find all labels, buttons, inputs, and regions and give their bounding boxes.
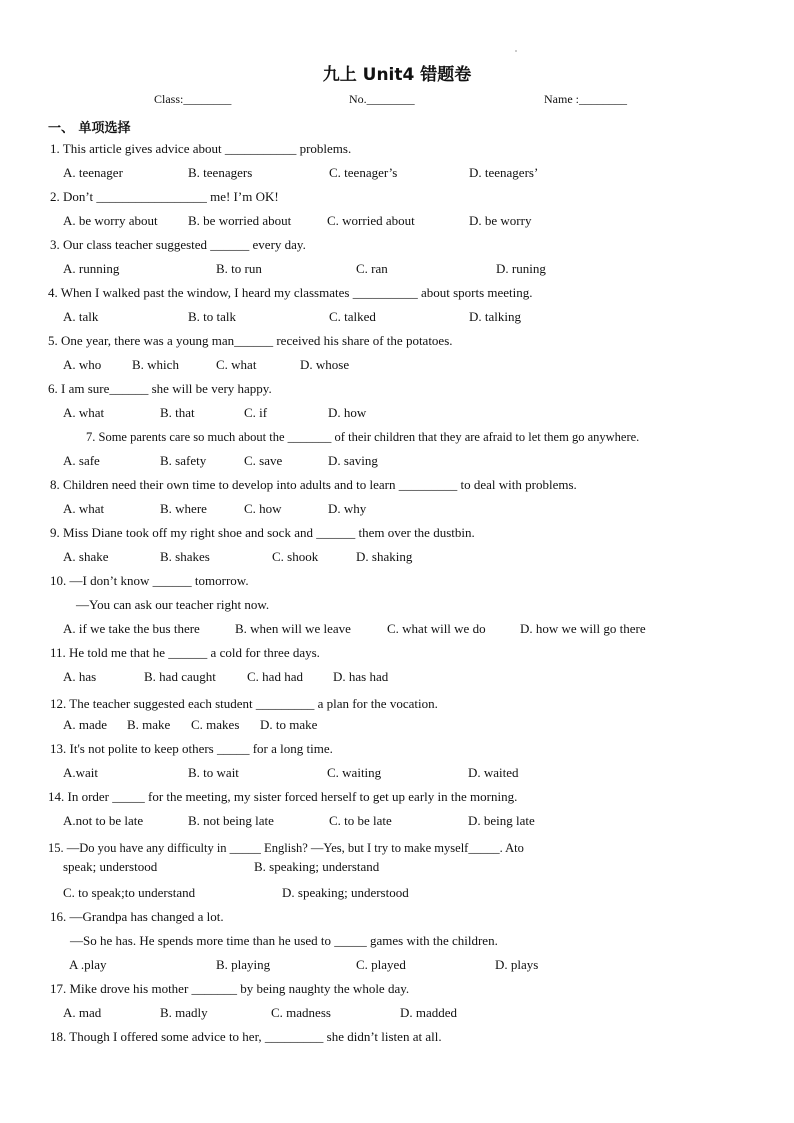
option-6a: A. what <box>63 405 105 420</box>
option-2c: C. worried about <box>327 213 415 228</box>
question-stem-4: 4. When I walked past the window, I heard my classmates __________ about sports meeting. <box>48 285 533 300</box>
option-6c: C. if <box>244 405 268 420</box>
option-12c: C. makes <box>191 717 240 732</box>
option-11d: D. has had <box>333 669 389 684</box>
question-stem-17: 17. Mike drove his mother _______ by being naughty the whole day. <box>50 981 410 996</box>
option-10c: C. what will we do <box>387 621 486 636</box>
option-13b: B. to wait <box>188 765 239 780</box>
option-11c: C. had had <box>247 669 303 684</box>
option-8c: C. how <box>244 501 282 516</box>
option-12a: A. made <box>63 717 108 732</box>
question-stem-12: 12. The teacher suggested each student _________ a plan for the vocation. <box>50 696 438 711</box>
option-12b: B. make <box>127 717 171 732</box>
option-14b: B. not being late <box>188 813 274 828</box>
option-1c: C. teenager’s <box>329 165 398 180</box>
option-5c: C. what <box>216 357 257 372</box>
option-6d: D. how <box>328 405 367 420</box>
option-5d: D. whose <box>300 357 350 372</box>
option-14c: C. to be late <box>329 813 392 828</box>
option-12d: D. to make <box>260 717 318 732</box>
option-9b: B. shakes <box>160 549 210 564</box>
option-15d: D. speaking; understood <box>282 885 409 900</box>
option-8d: D. why <box>328 501 367 516</box>
question-stem-6: 6. I am sure______ she will be very happy. <box>48 381 272 396</box>
question-stem-7: 7. Some parents care so much about the _______ of their children that they are afraid to let them go anywhere. <box>86 430 640 444</box>
option-8a: A. what <box>63 501 105 516</box>
question-15-option-a-text: speak; understood <box>63 859 158 874</box>
option-10d: D. how we will go there <box>520 621 646 636</box>
option-9a: A. shake <box>63 549 109 564</box>
option-3c: C. ran <box>356 261 388 276</box>
option-17c: C. madness <box>271 1005 331 1020</box>
option-5b: B. which <box>132 357 179 372</box>
option-7d: D. saving <box>328 453 378 468</box>
option-2a: A. be worry about <box>63 213 158 228</box>
question-stem-15: 15. —Do you have any difficulty in _____ English? —Yes, but I try to make myself_____. Ato <box>48 841 524 855</box>
question-stem-13: 13. It's not polite to keep others _____ for a long time. <box>50 741 333 756</box>
option-3b: B. to run <box>216 261 262 276</box>
option-7b: B. safety <box>160 453 207 468</box>
option-17a: A. mad <box>63 1005 102 1020</box>
question-stem-2: 2. Don’t _________________ me! I’m OK! <box>50 189 279 204</box>
question-stem-5: 5. One year, there was a young man______ received his share of the potatoes. <box>48 333 453 348</box>
option-17b: B. madly <box>160 1005 208 1020</box>
option-13c: C. waiting <box>327 765 382 780</box>
question-stem-16-reply: —So he has. He spends more time than he used to _____ games with the children. <box>70 933 498 948</box>
question-stem-14: 14. In order _____ for the meeting, my sister forced herself to get up early in the morning. <box>48 789 518 804</box>
question-stem-18: 18. Though I offered some advice to her, _________ she didn’t listen at all. <box>50 1029 442 1044</box>
question-stem-10-reply: —You can ask our teacher right now. <box>76 597 270 612</box>
option-16c: C. played <box>356 957 406 972</box>
option-1d: D. teenagers’ <box>469 165 539 180</box>
option-10a: A. if we take the bus there <box>63 621 200 636</box>
option-2b: B. be worried about <box>188 213 292 228</box>
option-1b: B. teenagers <box>188 165 253 180</box>
option-17d: D. madded <box>400 1005 458 1020</box>
option-13a: A.wait <box>63 765 99 780</box>
option-4c: C. talked <box>329 309 376 324</box>
option-14a: A.not to be late <box>63 813 144 828</box>
option-3d: D. runing <box>496 261 546 276</box>
option-4a: A. talk <box>63 309 99 324</box>
question-stem-16: 16. —Grandpa has changed a lot. <box>50 909 224 924</box>
option-9c: C. shook <box>272 549 319 564</box>
option-8b: B. where <box>160 501 207 516</box>
option-9d: D. shaking <box>356 549 413 564</box>
question-stem-3: 3. Our class teacher suggested ______ every day. <box>50 237 306 252</box>
question-stem-11: 11. He told me that he ______ a cold for three days. <box>50 645 320 660</box>
option-13d: D. waited <box>468 765 519 780</box>
number-field-label: No.________ <box>349 92 415 106</box>
question-stem-9: 9. Miss Diane took off my right shoe and sock and ______ them over the dustbin. <box>50 525 475 540</box>
worksheet-title: 九上 Unit4 错题卷 <box>322 65 472 85</box>
option-11a: A. has <box>63 669 97 684</box>
section-heading: 一、 单项选择 <box>48 121 131 136</box>
option-7c: C. save <box>244 453 283 468</box>
option-5a: A. who <box>63 357 102 372</box>
scan-speck <box>515 50 517 52</box>
option-15b: B. speaking; understand <box>254 859 380 874</box>
option-16d: D. plays <box>495 957 539 972</box>
option-4b: B. to talk <box>188 309 237 324</box>
option-6b: B. that <box>160 405 195 420</box>
option-7a: A. safe <box>63 453 100 468</box>
option-16a: A .play <box>69 957 107 972</box>
option-16b: B. playing <box>216 957 271 972</box>
option-4d: D. talking <box>469 309 521 324</box>
option-15c: C. to speak;to understand <box>63 885 196 900</box>
class-field-label: Class:________ <box>154 92 232 106</box>
option-11b: B. had caught <box>144 669 216 684</box>
option-10b: B. when will we leave <box>235 621 351 636</box>
option-1a: A. teenager <box>63 165 123 180</box>
question-stem-8: 8. Children need their own time to develop into adults and to learn _________ to deal with problems. <box>50 477 577 492</box>
question-stem-10: 10. —I don’t know ______ tomorrow. <box>50 573 249 588</box>
option-2d: D. be worry <box>469 213 532 228</box>
question-stem-1: 1. This article gives advice about ___________ problems. <box>50 141 352 156</box>
option-3a: A. running <box>63 261 120 276</box>
name-field-label: Name :________ <box>544 92 627 106</box>
option-14d: D. being late <box>468 813 535 828</box>
